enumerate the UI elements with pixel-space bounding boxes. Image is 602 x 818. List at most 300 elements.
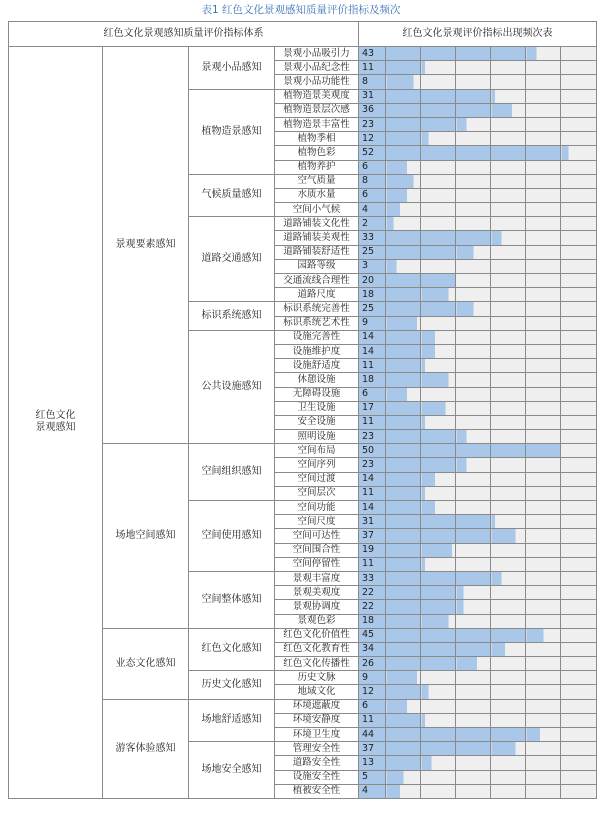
frequency-bar-segment xyxy=(386,188,421,202)
frequency-bar-segment xyxy=(421,330,456,344)
frequency-bar-segment xyxy=(421,458,456,472)
frequency-bar-segment xyxy=(421,685,456,699)
frequency-bar-segment xyxy=(421,430,456,444)
frequency-value: 14 xyxy=(359,344,386,358)
frequency-bar-segment xyxy=(421,132,456,146)
frequency-bar-segment xyxy=(561,174,597,188)
level3-category: 空间使用感知 xyxy=(189,501,275,572)
frequency-bar-segment xyxy=(561,316,597,330)
frequency-bar-segment xyxy=(421,188,456,202)
frequency-bar-segment xyxy=(421,245,456,259)
frequency-bar-segment xyxy=(386,486,421,500)
frequency-bar-segment xyxy=(386,699,421,713)
frequency-bar-segment xyxy=(491,529,526,543)
frequency-bar-segment xyxy=(421,600,456,614)
frequency-bar-segment xyxy=(526,174,561,188)
frequency-bar-segment xyxy=(526,628,561,642)
frequency-bar-segment xyxy=(561,103,597,117)
frequency-bar-segment xyxy=(456,274,491,288)
frequency-bar-segment xyxy=(491,401,526,415)
frequency-bar-segment xyxy=(561,415,597,429)
header-frequency: 红色文化景观评价指标出现频次表 xyxy=(359,22,597,47)
frequency-bar-segment xyxy=(491,415,526,429)
frequency-value: 4 xyxy=(359,203,386,217)
frequency-bar-segment xyxy=(526,160,561,174)
frequency-bar-segment xyxy=(526,770,561,784)
indicator-name: 植物季相 xyxy=(275,132,359,146)
frequency-bar-segment xyxy=(386,671,421,685)
frequency-bar-segment xyxy=(561,728,597,742)
frequency-value: 22 xyxy=(359,600,386,614)
frequency-bar-segment xyxy=(526,117,561,131)
frequency-value: 12 xyxy=(359,685,386,699)
indicator-name: 空间停留性 xyxy=(275,557,359,571)
frequency-bar-segment xyxy=(421,742,456,756)
frequency-bar-segment xyxy=(421,174,456,188)
frequency-bar-segment xyxy=(456,515,491,529)
frequency-bar-segment xyxy=(526,401,561,415)
frequency-value: 12 xyxy=(359,132,386,146)
frequency-bar-segment xyxy=(456,728,491,742)
frequency-bar-segment xyxy=(526,742,561,756)
level2-category: 游客体验感知 xyxy=(103,699,189,798)
level3-category: 公共设施感知 xyxy=(189,330,275,444)
frequency-bar-segment xyxy=(491,146,526,160)
frequency-value: 11 xyxy=(359,557,386,571)
indicator-name: 环境遮蔽度 xyxy=(275,699,359,713)
frequency-bar-segment xyxy=(491,245,526,259)
frequency-bar-segment xyxy=(526,245,561,259)
frequency-bar-segment xyxy=(456,628,491,642)
frequency-value: 25 xyxy=(359,302,386,316)
indicator-name: 设施舒适度 xyxy=(275,359,359,373)
indicator-name: 空间可达性 xyxy=(275,529,359,543)
frequency-bar-segment xyxy=(491,458,526,472)
level2-category: 景观要素感知 xyxy=(103,47,189,444)
frequency-bar-segment xyxy=(491,132,526,146)
indicator-name: 空间围合性 xyxy=(275,543,359,557)
frequency-bar-segment xyxy=(386,47,421,61)
frequency-bar-segment xyxy=(561,571,597,585)
frequency-bar-segment xyxy=(491,373,526,387)
frequency-bar-segment xyxy=(491,430,526,444)
frequency-bar-segment xyxy=(561,529,597,543)
frequency-bar-segment xyxy=(561,557,597,571)
frequency-bar-segment xyxy=(386,600,421,614)
frequency-bar-segment xyxy=(491,103,526,117)
frequency-value: 22 xyxy=(359,586,386,600)
indicator-name: 红色文化教育性 xyxy=(275,642,359,656)
frequency-bar-segment xyxy=(421,756,456,770)
frequency-bar-segment xyxy=(526,543,561,557)
frequency-bar-segment xyxy=(421,217,456,231)
frequency-bar-segment xyxy=(491,217,526,231)
frequency-value: 6 xyxy=(359,160,386,174)
frequency-bar-segment xyxy=(386,756,421,770)
frequency-value: 31 xyxy=(359,515,386,529)
frequency-bar-segment xyxy=(421,146,456,160)
frequency-bar-segment xyxy=(456,89,491,103)
frequency-bar-segment xyxy=(526,586,561,600)
frequency-bar-segment xyxy=(421,728,456,742)
indicator-name: 设施安全性 xyxy=(275,770,359,784)
frequency-bar-segment xyxy=(421,373,456,387)
frequency-value: 52 xyxy=(359,146,386,160)
frequency-bar-segment xyxy=(456,188,491,202)
frequency-bar-segment xyxy=(526,685,561,699)
indicator-name: 空间过渡 xyxy=(275,472,359,486)
frequency-bar-segment xyxy=(526,217,561,231)
frequency-bar-segment xyxy=(456,401,491,415)
frequency-bar-segment xyxy=(491,472,526,486)
frequency-bar-segment xyxy=(386,571,421,585)
indicator-name: 道路安全性 xyxy=(275,756,359,770)
indicator-name: 植物造景美观度 xyxy=(275,89,359,103)
frequency-bar-segment xyxy=(526,359,561,373)
frequency-bar-segment xyxy=(561,217,597,231)
frequency-value: 43 xyxy=(359,47,386,61)
frequency-bar-segment xyxy=(456,217,491,231)
level1-category: 红色文化 景观感知 xyxy=(9,47,103,799)
frequency-bar-segment xyxy=(421,543,456,557)
indicator-name: 空间序列 xyxy=(275,458,359,472)
frequency-bar-segment xyxy=(561,515,597,529)
frequency-bar-segment xyxy=(526,231,561,245)
frequency-bar-segment xyxy=(456,784,491,798)
frequency-bar-segment xyxy=(421,486,456,500)
indicator-name: 红色文化价值性 xyxy=(275,628,359,642)
frequency-bar-segment xyxy=(386,685,421,699)
frequency-bar-segment xyxy=(561,501,597,515)
indicator-name: 地域文化 xyxy=(275,685,359,699)
frequency-bar-segment xyxy=(561,486,597,500)
frequency-bar-segment xyxy=(561,274,597,288)
frequency-bar-segment xyxy=(561,245,597,259)
frequency-bar-segment xyxy=(386,472,421,486)
frequency-bar-segment xyxy=(491,316,526,330)
frequency-value: 13 xyxy=(359,756,386,770)
frequency-bar-segment xyxy=(526,373,561,387)
frequency-bar-segment xyxy=(421,770,456,784)
frequency-bar-segment xyxy=(561,699,597,713)
header-row xyxy=(9,22,597,47)
indicator-name: 设施维护度 xyxy=(275,344,359,358)
frequency-bar-segment xyxy=(456,344,491,358)
frequency-bar-segment xyxy=(386,302,421,316)
indicator-name: 景观协调度 xyxy=(275,600,359,614)
frequency-bar-segment xyxy=(386,728,421,742)
indicator-name: 空间层次 xyxy=(275,486,359,500)
frequency-bar-segment xyxy=(561,89,597,103)
frequency-bar-segment xyxy=(561,330,597,344)
frequency-bar-segment xyxy=(491,61,526,75)
frequency-bar-segment xyxy=(421,586,456,600)
frequency-bar-segment xyxy=(561,203,597,217)
frequency-bar-segment xyxy=(561,47,597,61)
frequency-bar-segment xyxy=(456,444,491,458)
indicator-name: 红色文化传播性 xyxy=(275,657,359,671)
frequency-bar-segment xyxy=(491,557,526,571)
frequency-bar-segment xyxy=(561,642,597,656)
indicator-name: 水质水量 xyxy=(275,188,359,202)
indicator-name: 植物造景层次感 xyxy=(275,103,359,117)
frequency-bar-segment xyxy=(421,529,456,543)
frequency-bar-segment xyxy=(421,557,456,571)
frequency-bar-segment xyxy=(456,330,491,344)
frequency-bar-segment xyxy=(386,330,421,344)
frequency-bar-segment xyxy=(421,401,456,415)
frequency-bar-segment xyxy=(561,742,597,756)
frequency-value: 8 xyxy=(359,75,386,89)
frequency-bar-segment xyxy=(526,713,561,727)
frequency-bar-segment xyxy=(456,770,491,784)
level3-category: 场地安全感知 xyxy=(189,742,275,799)
frequency-bar-segment xyxy=(491,160,526,174)
frequency-bar-segment xyxy=(456,231,491,245)
frequency-bar-segment xyxy=(386,344,421,358)
frequency-bar-segment xyxy=(526,642,561,656)
frequency-bar-segment xyxy=(421,387,456,401)
frequency-bar-segment xyxy=(386,614,421,628)
level3-category: 道路交通感知 xyxy=(189,217,275,302)
frequency-bar-segment xyxy=(526,415,561,429)
frequency-bar-segment xyxy=(456,529,491,543)
frequency-value: 14 xyxy=(359,330,386,344)
frequency-bar-segment xyxy=(561,657,597,671)
level2-category: 场地空间感知 xyxy=(103,444,189,628)
frequency-bar-segment xyxy=(491,117,526,131)
frequency-bar-segment xyxy=(491,671,526,685)
frequency-bar-segment xyxy=(561,188,597,202)
frequency-bar-segment xyxy=(561,387,597,401)
frequency-bar-segment xyxy=(386,174,421,188)
frequency-bar-segment xyxy=(386,387,421,401)
frequency-bar-segment xyxy=(491,359,526,373)
frequency-bar-segment xyxy=(561,259,597,273)
frequency-bar-segment xyxy=(561,458,597,472)
frequency-bar-segment xyxy=(421,501,456,515)
frequency-bar-segment xyxy=(526,330,561,344)
frequency-bar-segment xyxy=(491,486,526,500)
frequency-bar-segment xyxy=(421,89,456,103)
frequency-bar-segment xyxy=(386,217,421,231)
level3-category: 标识系统感知 xyxy=(189,302,275,330)
frequency-bar-segment xyxy=(526,515,561,529)
frequency-bar-segment xyxy=(561,373,597,387)
frequency-value: 45 xyxy=(359,628,386,642)
frequency-bar-segment xyxy=(491,586,526,600)
indicator-name: 标识系统艺术性 xyxy=(275,316,359,330)
frequency-bar-segment xyxy=(526,47,561,61)
frequency-bar-segment xyxy=(491,628,526,642)
frequency-bar-segment xyxy=(386,203,421,217)
frequency-bar-segment xyxy=(526,274,561,288)
frequency-bar-segment xyxy=(421,344,456,358)
indicator-name: 交通流线合理性 xyxy=(275,274,359,288)
frequency-bar-segment xyxy=(386,642,421,656)
frequency-bar-segment xyxy=(526,444,561,458)
indicator-table xyxy=(8,21,597,799)
frequency-bar-segment xyxy=(561,784,597,798)
frequency-bar-segment xyxy=(561,61,597,75)
frequency-bar-segment xyxy=(386,784,421,798)
frequency-bar-segment xyxy=(491,728,526,742)
frequency-value: 26 xyxy=(359,657,386,671)
indicator-name: 景观小品功能性 xyxy=(275,75,359,89)
frequency-value: 9 xyxy=(359,316,386,330)
frequency-bar-segment xyxy=(386,742,421,756)
frequency-bar-segment xyxy=(491,444,526,458)
frequency-bar-segment xyxy=(421,671,456,685)
frequency-bar-segment xyxy=(421,359,456,373)
frequency-bar-segment xyxy=(491,387,526,401)
frequency-bar-segment xyxy=(491,770,526,784)
frequency-bar-segment xyxy=(491,188,526,202)
frequency-bar-segment xyxy=(526,188,561,202)
indicator-name: 安全设施 xyxy=(275,415,359,429)
frequency-bar-segment xyxy=(491,75,526,89)
frequency-bar-segment xyxy=(561,288,597,302)
frequency-bar-segment xyxy=(526,728,561,742)
level3-category: 场地舒适感知 xyxy=(189,699,275,742)
frequency-bar-segment xyxy=(526,387,561,401)
indicator-name: 景观丰富度 xyxy=(275,571,359,585)
frequency-bar-segment xyxy=(386,288,421,302)
frequency-bar-segment xyxy=(526,657,561,671)
frequency-bar-segment xyxy=(456,302,491,316)
frequency-bar-segment xyxy=(526,103,561,117)
frequency-value: 14 xyxy=(359,472,386,486)
frequency-bar-segment xyxy=(526,756,561,770)
frequency-bar-segment xyxy=(491,614,526,628)
frequency-bar-segment xyxy=(421,316,456,330)
frequency-bar-segment xyxy=(456,160,491,174)
frequency-bar-segment xyxy=(386,231,421,245)
frequency-bar-segment xyxy=(526,75,561,89)
frequency-bar-segment xyxy=(561,628,597,642)
indicator-name: 景观美观度 xyxy=(275,586,359,600)
indicator-name: 环境安静度 xyxy=(275,713,359,727)
frequency-bar-segment xyxy=(386,103,421,117)
frequency-bar-segment xyxy=(491,89,526,103)
frequency-bar-segment xyxy=(526,302,561,316)
frequency-value: 4 xyxy=(359,784,386,798)
frequency-value: 6 xyxy=(359,387,386,401)
indicator-name: 植物造景丰富性 xyxy=(275,117,359,131)
frequency-bar-segment xyxy=(561,770,597,784)
frequency-bar-segment xyxy=(526,472,561,486)
frequency-bar-segment xyxy=(491,259,526,273)
frequency-bar-segment xyxy=(526,699,561,713)
frequency-value: 11 xyxy=(359,415,386,429)
frequency-bar-segment xyxy=(491,302,526,316)
frequency-bar-segment xyxy=(386,359,421,373)
frequency-bar-segment xyxy=(421,472,456,486)
frequency-bar-segment xyxy=(456,614,491,628)
frequency-bar-segment xyxy=(421,571,456,585)
frequency-value: 23 xyxy=(359,430,386,444)
level3-category: 气候质量感知 xyxy=(189,174,275,217)
frequency-bar-segment xyxy=(561,472,597,486)
frequency-bar-segment xyxy=(456,117,491,131)
frequency-bar-segment xyxy=(386,89,421,103)
indicator-name: 设施完善性 xyxy=(275,330,359,344)
level3-category: 红色文化感知 xyxy=(189,628,275,671)
frequency-bar-segment xyxy=(561,756,597,770)
indicator-name: 景观小品纪念性 xyxy=(275,61,359,75)
frequency-bar-segment xyxy=(421,61,456,75)
frequency-bar-segment xyxy=(526,316,561,330)
frequency-value: 9 xyxy=(359,671,386,685)
frequency-bar-segment xyxy=(491,699,526,713)
frequency-bar-segment xyxy=(561,614,597,628)
frequency-bar-segment xyxy=(526,203,561,217)
frequency-bar-segment xyxy=(526,557,561,571)
frequency-value: 11 xyxy=(359,713,386,727)
frequency-bar-segment xyxy=(456,756,491,770)
frequency-bar-segment xyxy=(456,47,491,61)
frequency-value: 6 xyxy=(359,699,386,713)
frequency-bar-segment xyxy=(491,657,526,671)
frequency-bar-segment xyxy=(421,160,456,174)
frequency-bar-segment xyxy=(456,146,491,160)
header-system: 红色文化景观感知质量评价指标体系 xyxy=(9,22,359,47)
frequency-bar-segment xyxy=(386,132,421,146)
frequency-value: 25 xyxy=(359,245,386,259)
frequency-bar-segment xyxy=(526,89,561,103)
frequency-value: 18 xyxy=(359,614,386,628)
indicator-name: 空气质量 xyxy=(275,174,359,188)
frequency-bar-segment xyxy=(386,75,421,89)
frequency-value: 11 xyxy=(359,61,386,75)
frequency-bar-segment xyxy=(386,444,421,458)
frequency-bar-segment xyxy=(456,713,491,727)
frequency-bar-segment xyxy=(456,359,491,373)
frequency-bar-segment xyxy=(491,756,526,770)
frequency-bar-segment xyxy=(421,259,456,273)
frequency-bar-segment xyxy=(421,444,456,458)
indicator-name: 景观色彩 xyxy=(275,614,359,628)
frequency-value: 36 xyxy=(359,103,386,117)
frequency-bar-segment xyxy=(456,430,491,444)
frequency-bar-segment xyxy=(526,132,561,146)
indicator-name: 休憩设施 xyxy=(275,373,359,387)
indicator-name: 环境卫生度 xyxy=(275,728,359,742)
frequency-bar-segment xyxy=(561,302,597,316)
frequency-bar-segment xyxy=(386,415,421,429)
frequency-bar-segment xyxy=(386,628,421,642)
indicator-table-body xyxy=(9,47,597,799)
frequency-bar-segment xyxy=(456,486,491,500)
frequency-bar-segment xyxy=(421,75,456,89)
frequency-value: 5 xyxy=(359,770,386,784)
frequency-bar-segment xyxy=(386,117,421,131)
table-caption: 表1 红色文化景观感知质量评价指标及频次 xyxy=(201,4,401,16)
frequency-bar-segment xyxy=(386,770,421,784)
frequency-bar-segment xyxy=(561,586,597,600)
frequency-bar-segment xyxy=(491,501,526,515)
frequency-bar-segment xyxy=(456,472,491,486)
level3-category: 植物造景感知 xyxy=(189,89,275,174)
frequency-bar-segment xyxy=(421,784,456,798)
frequency-value: 19 xyxy=(359,543,386,557)
frequency-bar-segment xyxy=(456,259,491,273)
frequency-bar-segment xyxy=(561,685,597,699)
frequency-bar-segment xyxy=(386,146,421,160)
frequency-bar-segment xyxy=(386,274,421,288)
indicator-name: 植物养护 xyxy=(275,160,359,174)
frequency-bar-segment xyxy=(421,657,456,671)
